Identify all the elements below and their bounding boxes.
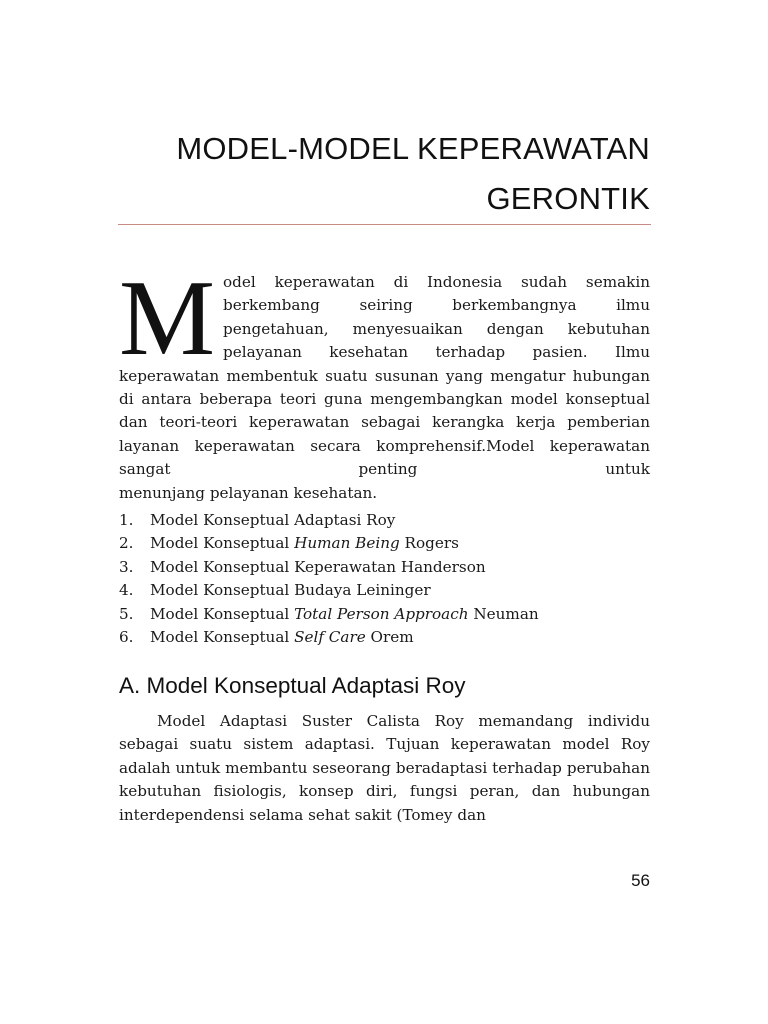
list-item-number: 6.: [119, 627, 134, 646]
list-item: [119, 556, 650, 579]
list-item: [119, 626, 650, 649]
list-item-text: Model Konseptual Human Being Rogers: [150, 534, 459, 553]
list-item: [119, 532, 650, 555]
section-heading: A. Model Konseptual Adaptasi Roy: [119, 673, 466, 698]
drop-cap: M: [119, 259, 216, 378]
list-item-text: Model Konseptual Total Person Approach Neuman: [150, 604, 539, 623]
model-list: [119, 509, 650, 649]
list-item: [119, 509, 650, 532]
intro-text: odel keperawatan di Indonesia sudah semakin berkembang seiring berkembangnya ilmu pengetahuan, menyesuaikan dengan kebutuhan pelayanan kesehatan terhadap pasien. Ilmu keperawatan membentuk suatu susunan yang mengatur hubungan di antara beberapa teori guna mengembangkan model konseptual dan teori-teori keperawatan sebagai kerangka kerja pemberian layanan keperawatan secara komprehensif.Model keperawatan sangat penting untuk: [119, 273, 650, 479]
intro-paragraph: [119, 259, 650, 505]
title-divider: [118, 224, 651, 225]
list-item-number: 3.: [119, 557, 134, 576]
list-item-number: 2.: [119, 534, 134, 553]
list-item-text: Model Konseptual Adaptasi Roy: [150, 511, 396, 529]
list-item-number: 4.: [119, 581, 134, 600]
chapter-title-line-2: GERONTIK: [486, 181, 650, 216]
list-item: [119, 579, 650, 602]
chapter-title: [118, 124, 650, 224]
page-number: 56: [631, 871, 650, 890]
list-item-number: 5.: [119, 604, 134, 623]
intro-text-last-line: menunjang pelayanan kesehatan.: [119, 483, 378, 502]
list-item: [119, 603, 650, 626]
section-paragraph: Model Adaptasi Suster Calista Roy memandang individu sebagai suatu sistem adaptasi. Tujuan keperawatan model Roy adalah untuk membantu seseorang beradaptasi terhadap perubahan kebutuhan fisiologis, konsep diri, fungsi peran, dan hubungan interdependensi selama sehat sakit (Tomey dan: [119, 712, 650, 824]
list-item-text: Model Konseptual Budaya Leininger: [150, 581, 431, 600]
list-item-number: 1.: [119, 511, 134, 529]
list-item-text: Model Konseptual Self Care Orem: [150, 627, 414, 646]
list-item-text: Model Konseptual Keperawatan Handerson: [150, 557, 486, 576]
chapter-title-line-1: MODEL-MODEL KEPERAWATAN: [176, 131, 650, 166]
